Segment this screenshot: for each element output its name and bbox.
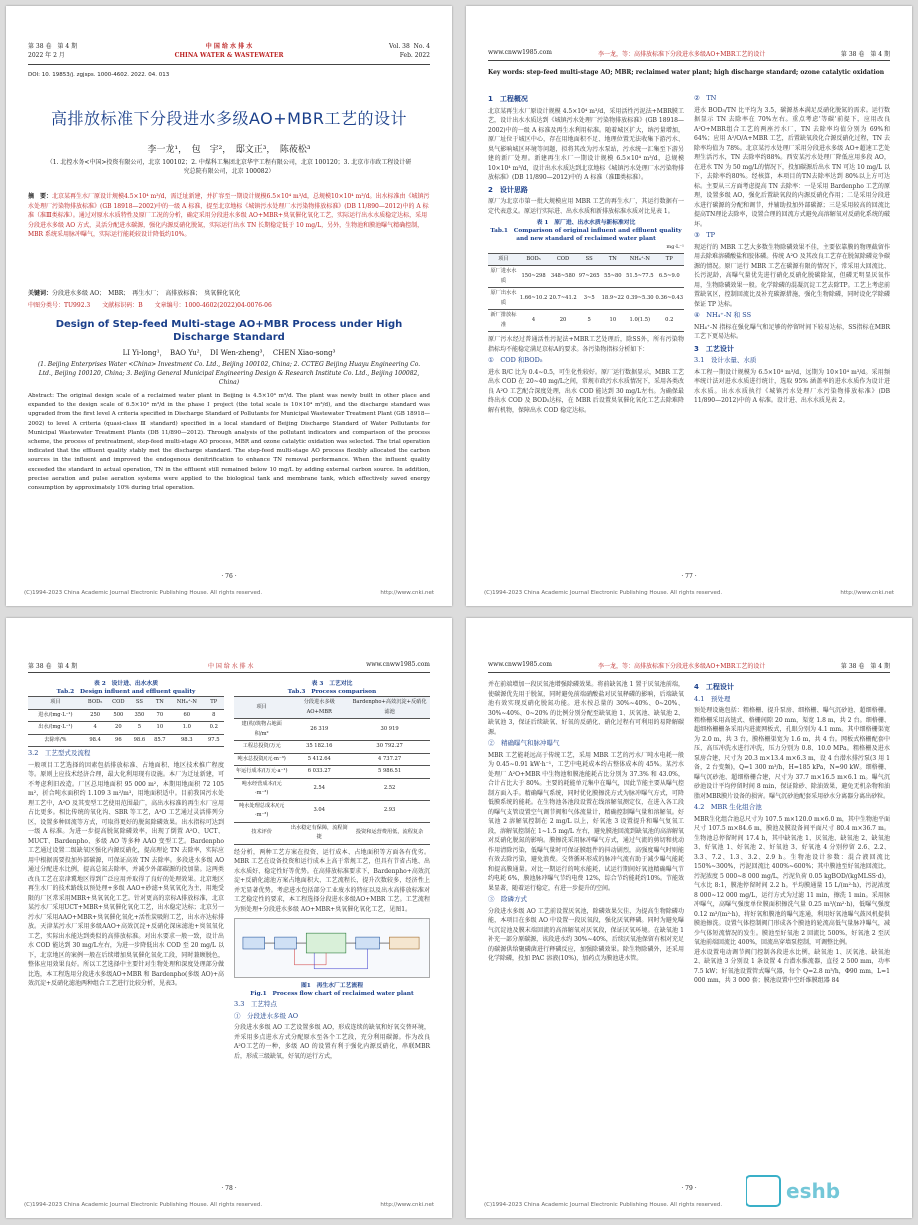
table-cell: 0.2: [655, 310, 684, 332]
table-row: [28, 722, 224, 735]
table-row: [234, 741, 430, 754]
article-title: 高排放标准下分段进水多级AO+MBR工艺的设计: [50, 109, 408, 128]
subsection-heading: ④ NH₄⁺-N 和 SS: [694, 311, 752, 319]
abstract-text: 北京某再生水厂原设计规模4.5×10⁴ m³/d，需迁址新建，并扩容至一期设计规模6.5×10⁴ m³/d，总规模10×10⁴ m³/d。出水标准由《城镇污水处理厂污染物排放标准》(GB 18918—2002)中的一级 A 标准，提至北京地标《城镇污水处理厂水污染物排放标准》(DB 11/890—2012)中的 A 标准（准Ⅲ类标准）。通过对原水水质特性及原厂工况的分析，确定采用分段进水多级 AO+MBR+臭氧催化氧化工艺，实际运行出水水质稳定达标，采用分段进水多级 AO 方式，灵活分配进水碳源，强化内源反硝化脱氮，实际运行出水 TN 长期稳定低于 10 mg/L，另外，生物池和膜池曝气精确控制，MBR 系统采用脉冲曝气，实际运行能耗较设计降低约10%。: [28, 193, 430, 239]
table-cell: 3~5: [578, 288, 601, 310]
table-cell: 新厂排放标准: [488, 310, 519, 332]
section-heading: 3 工艺设计: [694, 344, 734, 353]
header-left: 第 38 卷 第 4 期 2022 年 2 月: [28, 43, 78, 59]
column-right: [694, 680, 890, 986]
table-header-cell: COD: [108, 697, 130, 710]
table-cell: 10: [150, 722, 170, 735]
table-row: [488, 266, 684, 288]
table-cell: 4: [83, 722, 108, 735]
table-row: [234, 753, 430, 766]
subsection-heading: ② TN: [694, 94, 717, 102]
page-number: · 79 ·: [681, 1185, 697, 1192]
table-cell: 10: [601, 310, 626, 332]
paragraph: 原厂为北京市第一批大规模应用 MBR 工艺的再生水厂，其运行数据有一定代表意义。原运行实际进、出水水质和新排放标准水质对比见表 1。: [488, 198, 684, 215]
table-row: [28, 734, 224, 747]
page-header: [28, 658, 430, 673]
table-header-cell: TN: [150, 697, 170, 710]
column-right: [234, 680, 430, 1061]
table-cell: 20: [108, 722, 130, 735]
page-78: [6, 618, 452, 1218]
table-header-cell: SS: [129, 697, 149, 710]
table-cell: 投资和运营费用低，流程复杂: [349, 822, 430, 844]
table-cell: 30 792.27: [349, 741, 430, 754]
table-row: [488, 288, 684, 310]
subsection-heading: ③ TP: [694, 231, 716, 239]
cnki-link[interactable]: http://www.cnki.net: [380, 590, 434, 596]
column-left: [488, 680, 684, 964]
header-running-title: 李一龙，等：高排放标准下分段进水多级AO+MBR工艺的设计: [598, 663, 766, 670]
keywords-en: Key words: step-feed multi-stage AO; MBR; reclaimed water plant; high discharge standard; ozone catalytic oxidation: [488, 69, 885, 76]
subsection-heading: ③ 除磷方式: [488, 895, 527, 903]
paragraph: 经分析，两种工艺方案在投资、运行成本、占地面积等方面各有优劣。MBR 工艺在设备投资和运行成本上高于常规工艺，但具有节省占地、出水水质好、稳定性好等优势。在高排放标准要求下，Bardenpho+高效沉淀+反硝化滤池方案占地面积大、工艺流程长，提升次数较多，经济性上并无显著优势。考虑进水包括部分工业废水的特征以及出水高排放标准对工艺稳定性的要求，本工程选择分段进水多级AO+MBR 工艺。工艺流程为预处理+分段进水多级 AO+MBR+臭氧催化氧化工艺，见图1。: [234, 848, 430, 913]
cnki-link[interactable]: http://www.cnki.net: [840, 590, 894, 596]
table-cell: 技术评价: [234, 822, 289, 844]
table-cell: 原厂出水水质: [488, 288, 519, 310]
table-cell: 0.36~0.43: [655, 288, 684, 310]
subsection-heading: 3.3 工艺特点: [234, 1000, 277, 1008]
paragraph: NH₄⁺-N 指标在强化曝气和足够的停留时间下较易达标，SS指标在MBR工艺下更易达标。: [694, 323, 890, 340]
table-cell: 35 182.16: [289, 741, 349, 754]
table-cell: 98.3: [170, 734, 203, 747]
table-cell: 进水/(mg·L⁻¹): [28, 709, 83, 722]
table-cell: 97.5: [204, 734, 225, 747]
table-header-cell: TP: [204, 697, 225, 710]
page-76: [6, 6, 452, 606]
table-cell: 4 737.27: [349, 753, 430, 766]
table-row: [28, 709, 224, 722]
table-cell: 5: [129, 722, 149, 735]
paragraph: 本工程一期设计规模为 6.5×10⁴ m³/d，远期为 10×10⁴ m³/d。采用频率统计法对进水水质进行统计，选取 95% 涵盖率的进水水质作为设计进水水质。出水水质执行《城镇污水处理厂水污染物排放标准》(DB 11/890—2012)中的 A 标准。设计进、出水水质见表 2。: [694, 368, 890, 404]
column-left: [488, 92, 684, 415]
table-cell: 1.0: [170, 722, 203, 735]
page-header: [488, 658, 890, 673]
table-cell: 吨水处理总成本/(元·m⁻³): [234, 800, 289, 822]
header-url: www.cnww1985.com: [366, 661, 430, 668]
column-right: [694, 92, 890, 406]
table-header-cell: TP: [655, 253, 684, 266]
table-header-cell: 项目: [488, 253, 519, 266]
paragraph: 进水设置电动调节阀门控制各段进水比例，缺氧池 1、厌氧池、缺氧池 2、缺氧池 3 分别设 1 条设置 4 台潜水推流器，直径 2 500 mm，功率 7.5 kW；好氧池设置管式曝气器，每个 Q=2.8 m³/h，Φ90 mm，L=1 000 mm，共 3 000 套；膜池设置中空纤维膜组器 84: [694, 948, 890, 984]
subsection-heading: ① 分段进水多级 AO: [234, 1011, 299, 1020]
table-cell: 1.66~10.2: [519, 288, 548, 310]
table-cell: 2.54: [289, 778, 349, 800]
paragraph: 原厂污水经过普通活性污泥法+MBR工艺处理后，除SS外，所有污染物指标均不能稳定满足京标A的要求。各污染物指标分析如下：: [488, 336, 684, 353]
table-row: [234, 766, 430, 779]
page-header: [488, 46, 890, 61]
table-cell: 出水稳定有保障，流程简捷: [289, 822, 349, 844]
table-cell: 250: [83, 709, 108, 722]
table-cell: 30 919: [349, 719, 430, 741]
table-2: [28, 696, 224, 747]
header-url: www.cnww1985.com: [488, 49, 552, 56]
table-row: [488, 310, 684, 332]
table-cell: 吨水总投资/(元·m⁻³): [234, 753, 289, 766]
cnki-link[interactable]: http://www.cnki.net: [380, 1202, 434, 1208]
flow-diagram: [235, 919, 429, 977]
table-cell: 20: [548, 310, 577, 332]
copyright: (C)1994-2023 China Academic Journal Electronic Publishing House. All rights reserved.: [24, 590, 263, 596]
table-cell: 6.5~9.0: [655, 266, 684, 288]
figure-caption: 图1 再生水厂工艺流程 Fig.1 Process flow chart of reclaimed water plant: [250, 983, 414, 997]
page-77: [466, 6, 912, 606]
paragraph: 预处理设施包括：粗格栅、提升泵房、细格栅、曝气沉砂池、超细格栅。粗格栅采用高链式、格栅间隙 20 mm，渠宽 1.8 m，共 2 台。细格栅、超细格栅栅条采用内进流网板式，孔眼分别为 4.1 mm。其中细格栅渠宽为 2.0 m，共 3 台，膜格栅渠宽为 1.6 m，共 4 台。网板式格栅配套中压、高压冲洗水进行冲洗，压力分别为 0.8、10.0 MPa。粗格栅及进水泵房合建，尺寸为 20.3 m×13.4 m×6.3 m，设 4 台潜水排污泵(3 用 1 备，2 台变频)，Q=1 300 m³/h，H=185 kPa，N=90 kW。细格栅、曝气沉砂池、超细格栅合建，尺寸为 37.7 m×16.5 m×6.1 m。曝气沉砂池设计平均停留时间 8 min，保证除砂、除油效果，避免无机杂物和油脂对MBR膜片设备的损害。曝气沉砂池配套采用砂水分离器分离出砂粒。: [694, 707, 890, 800]
table-cell: 98.4: [83, 734, 108, 747]
copyright: (C)1994-2023 China Academic Journal Electronic Publishing House. All rights reserved.: [24, 1202, 263, 1208]
table-unit: mg·L⁻¹: [666, 244, 684, 250]
process-flow-figure: [234, 918, 430, 978]
subsection-heading: 4.1 预处理: [694, 694, 731, 703]
header-journal: 中 国 给 水 排 水 CHINA WATER & WASTEWATER: [174, 43, 284, 59]
column-left: [28, 680, 224, 989]
paragraph: 进水 BOD₅/TN 比平均为 3.5，碳源基本满足反硝化脱氮的需求。运行数据显示 TN 去除率在 70%左右。重点考虑'等碳'前提下，应用改良A²O+MBR组合工艺的两座污水厂，TN 去除率均值分别为 69%和 64%；应用 A²/O/A+MBR 工艺，后置缺氧段化合源反硝化过程，TN 去除率均值为 78%。北京某污水处理厂采用分段进水多级 AO+超速工艺处理生活污水，TN 去除率约88%。西安某污水处理厂降低应用多段 AO，在进水 TN 为 50 mg/L的情况下，投加碳源后出水 TN 可达 10 mg/L 以下，去除率约80%。经核算，本项目的TN去除率达到 80%以上方可达标。主要从三方面考虑提高 TN 去除率：一是采用 Bardenpho 工艺的原理，设置多级 AO，强化后置缺氧段的内源反硝化作用；二是采用分段进水进行碳源的分配和调节，并辅助投加外部碳源；三是采用较高的回流比提高TN理论去除率，设置合理的回流方式避免高溶解氧对反硝化系统的破坏。: [694, 106, 891, 228]
table-cell: 2.52: [349, 778, 430, 800]
table-cell: 5 986.51: [349, 766, 430, 779]
subsection-heading: ② 精确曝气和脉冲曝气: [488, 739, 560, 747]
table-cell: 出水/(mg·L⁻¹): [28, 722, 83, 735]
table-header-cell: COD: [548, 253, 577, 266]
table-row: [234, 778, 430, 800]
table-cell: 0.39~5.30: [625, 288, 654, 310]
table-cell: 150~298: [519, 266, 548, 288]
table-header-cell: 项目: [28, 697, 83, 710]
table-cell: 60: [170, 709, 203, 722]
paragraph: 进水 B/C 比为 0.4~0.5，可生化性较好。原厂运行数据显示，MBR 工艺出水 COD 在 20~40 mg/L之间，常规市政污水水质情况下，采用各类改良 A²O 工艺配合深度处理，出水 COD 能达到 30 mg/L左右。为确保最终出水 COD 及 BOD₅达标，在 MBR 后设置臭氧催化氧化工艺去除难降解有机物，保障出水 COD 稳定达标。: [488, 368, 684, 414]
page-number: · 77 ·: [681, 573, 697, 580]
table-caption: 表 1 原厂进、出水水质与新标准对比 Tab.1 Comparison of original influent and effluent quality and new standard of reclaimed water plant: [490, 220, 682, 242]
table-cell: 5 412.64: [289, 753, 349, 766]
table-cell: 500: [108, 709, 130, 722]
section-heading: 2 设计思路: [488, 185, 528, 194]
table-cell: 70: [150, 709, 170, 722]
table-cell: 6 033.27: [289, 766, 349, 779]
table-cell: 8: [204, 709, 225, 722]
paragraph: 分段进水多级 AO 工艺设置多级 AO，形成连续的缺氧和好氧交替环境，并采用多点进水方式分配原水至各个工艺段，充分利用碳源。作为改良A²O工艺的一种，多级 AO 的设置有利于强化内源反硝化，串联MBR 后，形成三级缺氧，好氧的运行方式，: [234, 1024, 430, 1060]
classification: 中图分类号：TU992.3 文献标识码：B 文章编号：1000-4602(2022)04-0076-06: [28, 302, 272, 309]
paragraph: 分段进水多级 AO 工艺前设置厌氧池，除磷效果欠佳，为提高生物除磷功能，本项目在多级 AO 中设置一段厌氧段，强化厌氧释磷。同时为避免曝气沉淀池及膜末端回流的高溶解氧对厌氧段，保证厌氧环境。在缺氧池 1 补充一部分原碳源，该段进水约 30%~40%，后续厌氧池保留有相对充足的碳源供给聚磷菌进行释磷反应，加强除磷效果。除生物除磷外，还采用化学除磷，投加 PAC 溶液(10%)，加药点为膜池进水管。: [488, 907, 684, 962]
section-heading: 1 工程概况: [488, 95, 528, 103]
section-heading: 4 工程设计: [694, 683, 734, 691]
header-right: Vol. 38 No. 4 Feb. 2022: [389, 43, 430, 59]
table-cell: 0.2: [204, 722, 225, 735]
table-cell: 4: [519, 310, 548, 332]
header-url: www.cnww1985.com: [488, 661, 552, 668]
header-running-title: 李一龙，等：高排放标准下分段进水多级AO+MBR工艺的设计: [598, 51, 766, 58]
paragraph: MBR 工艺能耗远高于传统工艺，采用 MBR 工艺的污水厂吨水电耗一般为 0.45~0.91 kW·h⁻¹，工艺中电耗成本约占整体成本的 45%。某污水处理厂 A²O+MBR 中生物池和膜池能耗占比分别为 37.3% 和 43.0%，合计占比大于 80%。主要的耗能单元集中在曝气，因此节能主要从曝气控制方面入手。精确曝气系统，同时优化膜擦洗方式为脉冲曝气方式，可降低膜系统的能耗。在生物池各池段设置在线溶解氧测定仪，在进入各工段的曝气支管设置空气调节阀和气体流量计，精确控制曝气量和溶解氧。好氧池 2 溶解氧控制在 2 mg/L 以上，好氧池 3 设置提升和曝气复氧工段，溶解氧控制在 1~1.5 mg/L 左右，避免膜池回流到缺氧池的高溶解氧对反硝化脱氮的影响。膜擦洗采用脉冲曝气方式，通过气流的剪切和扰动作用清除污染，低曝气量时可保证膜组件的抖动剧烈，高强度曝气时则能有效去除污染，避免浪费。交替循环形成的脉冲气流有助于减少曝气能耗和提高膜通量。对比一期运行的吨水能耗，试运行期间好氧池精确曝气节约电耗 6%，膜池脉冲曝气节约电费 12%，综合节约能耗约10%。节能效果显著，随着运行稳定，有进一步提升的空间。: [488, 751, 685, 892]
page-number: · 78 ·: [221, 1185, 237, 1192]
table-header-cell: TN: [601, 253, 626, 266]
table-cell: 51.5~77.5: [625, 266, 654, 288]
table-cell: 工程总投资/万元: [234, 741, 289, 754]
table-cell: 18.9~22: [601, 288, 626, 310]
doi: DOI: 10. 19853/j. zgjsps. 1000-4602. 2022. 04. 013: [28, 72, 170, 78]
table-cell: 建(构)筑物占地面积/m²: [234, 719, 289, 741]
table-row: [234, 719, 430, 741]
table-header-cell: BOD₅: [83, 697, 108, 710]
table-1: [488, 253, 684, 333]
table-3: [234, 696, 430, 845]
table-header-cell: NH₄⁺-N: [625, 253, 654, 266]
table-cell: 原厂进水水质: [488, 266, 519, 288]
affiliations-en: (1. Beijing Enterprises Water <China> Investment Co. Ltd., Beijing 100102, China; 2. CCTEG Beijing Huayu Engineering Co. Ltd., Beijing 100120, China; 3. Beijing General Municipal Engineering Design & Research Institute Co. Ltd., Beijing 100082, China): [37, 361, 421, 386]
authors: 李一龙¹， 包 宇²， 邸文正³， 陈莜松³: [147, 145, 311, 155]
site-watermark-logo: [746, 1172, 906, 1212]
table-cell: 55~80: [601, 266, 626, 288]
copyright: (C)1994-2023 China Academic Journal Electronic Publishing House. All rights reserved.: [484, 590, 723, 596]
table-header-cell: 项目: [234, 697, 289, 719]
table-cell: 97~265: [578, 266, 601, 288]
page-number: · 76 ·: [221, 573, 237, 580]
svg-text:eshb: eshb: [786, 1179, 841, 1203]
table-cell: 5: [578, 310, 601, 332]
header-volume: 第 38 卷 第 4 期: [840, 51, 890, 58]
paragraph: 北京某再生水厂原设计规模 4.5×10⁴ m³/d，采用活性污泥法+MBR膜工艺，设计出水水质达到《城镇污水处理厂污染物排放标准》(GB 18918—2002)中的一级 A 标准及再生水利用标准。随着城区扩大，纳污量增加，原厂址位于城区中心，存在用地面积不足、地理位置无法收集下游污水、臭气影响城区环境等问题，拟将其改为污水泵站，污水统一汇集至下游另建的新厂处理。新建再生水厂一期设计规模 6.5×10⁴ m³/d，总规模 10×10⁴ m³/d，设计出水水质达到北京地标《城镇污水处理厂水污染物排放标准》(DB 11/890—2012)中的 A 标准（准Ⅲ类标准）。: [488, 107, 684, 181]
page-header: [28, 38, 430, 65]
table-cell: 吨水经营成本/(元·m⁻³): [234, 778, 289, 800]
table-cell: 26 319: [289, 719, 349, 741]
table-caption: 表 2 设计进、出水水质 Tab.2 Design influent and effluent quality: [56, 681, 196, 695]
subsection-heading: 3.2 工艺型式及流程: [28, 749, 91, 757]
authors-en: LI Yi-long¹， BAO Yu²， DI Wen-zheng³， CHEN Xiao-song³: [122, 349, 336, 357]
table-header-cell: Bardenpho+高效沉淀+反硝化滤池: [349, 697, 430, 719]
table-header-cell: 分段进水多级 AO+MBR: [289, 697, 349, 719]
table-header-cell: NH₄⁺-N: [170, 697, 203, 710]
subsection-heading: 3.1 设计水量、水质: [694, 356, 757, 364]
table-row: [234, 800, 430, 822]
paragraph: 一般项目工艺选择的因素包括排放标准、占地面积、地区技术推广程度等。原则上应技术经济合理，最大化利用现有设施。本厂为迁址新建，可不考虑利旧改造。厂区总用地面积 95 000 m²，本期用地面积 72 105 m²，折合吨水面积约 1.109 3 m²/m³，用地面积适中。目前我国污水处理工艺中，A²O 及其变型工艺使用范围最广，高出水标准的再生水厂应用占比更多。相比传统的氧化沟、SBR 等工艺，A²O 工艺通过灵活排列分区，设置多种回流等方式，可取得更好的脱氮除磷效果。出水指标可达到一级 A 标准。为进一步提高脱氮除磷效率，出现了倒置 A²O、UCT、MUCT、Bardenpho、多级 AO 等多种 AAO 变型工艺。Bardenpho 工艺通过设置二级缺氧区强化内源反硝化，提高理论 TN 去除率，实际应用中根据需要投加外部碳源，可保证高效 TN 去除率。多段进水多级 AO通过分配进水比例，提高总氮去除率，并减少外部碳源的投加量。这两类改良工艺在京津冀地区得到广泛应用并取得了良好的处理效果。北京地区再生水厂的技术路线以预处理+多级 AAO+砂滤+臭氧氧化为主，用地受限的厂区常采用MBR+臭氧氧化工艺。针对更高的京标A排放标准，北京某污水厂采用UCT+MBR+臭氧催化氧化工艺，出水稳定达标；北京另一污水厂采用AAO+MBR+臭氧催化氧化+活性炭吸附工艺，出水亦达标排放。天津某污水厂采用多级AAO+高效沉淀+反硝化深床滤池+臭氧氧化工艺，实际出水能达到类似的高排放标准。对出水要求一般一致，设计出水 COD 能达到 30 mg/L左右，为进一步降低出水 COD 至 20 mg/L 以下，北京地区的案例一般在后续增加臭氧催化氧化工段，同时兼顾脱色，整体应用效果良好。所以工艺选择中主要针对生物处理和深度处理部分做比选，本工程选用分段进水多级AO+MBR 和 Bardenpho(多级 AO)+高效沉淀+反硝化滤池两种组合工艺进行比较分析，见表3。: [28, 761, 224, 987]
table-cell: 350: [129, 709, 149, 722]
keywords-cn: [28, 288, 430, 297]
paragraph: 现运行的 MBR 工艺大多数生物除磷效果不佳，主要依靠膜的物理截留作用去除难溶磷酸盐和胶体磷。传统 A²O 及其改良工艺存在脱氮除磷竞争碳源的情况。原厂运行 MBR 工艺在碳源有限的情况下，常采用大回流比、长污泥龄，高曝气量优先进行硝化反硝化脱碳除氮，但磷无明显厌氧作用，生物除磷效果一般。化学除磷的混凝沉淀工艺去除TP。工艺上考虑前置缺氧区，控制回流比及补充碳源措施，强化生物除磷，同时设化学除磷保证 TP 达标。: [694, 243, 890, 308]
keywords-label: 关键词：: [28, 290, 53, 297]
paragraph: MBR生化组合池总尺寸为 107.5 m×120.0 m×6.0 m，其中生物池平面尺寸 107.5 m×84.6 m，膜池及膜设备间平面尺寸 80.4 m×36.7 m。生物池总停留时间 17.4 h，其中缺氧池 1、厌氧池、缺氧池 2、缺氧池 3、好氧池 1、好氧池 2、好氧池 3、好氧池 4 分别停留 2.6、2.2、3.3、7.2、1.3、3.2、2.9 h。生物池设计参数：混合液回流比 150%~300%，污泥回流比 400%~600%；其中膜池至好氧池回流比，污泥浓度 5 000~8 000 mg/L，污泥负荷 0.05 kgBOD/(kgMLSS·d)，气水比 8:1，膜池停留时间 2.2 h。平均膜通量 15 L/(m²·h)，污泥浓度 8 000~12 000 mg/L，运行方式为过滤 11 min，擦洗 1 min。采用脉冲曝气，高曝气强度单位膜面积擦洗气量 0.25 m³/(m²·h)，低曝气强度 0.12 m³/(m²·h)，将好氧和膜池的曝气连通，利用好氧池曝气鼓风机提供膜池擦洗。设置气体控制阀门形成各个膜池的轮流高低气量脉冲曝气，减少气体短流情况的发生。膜池至好氧池 2 回流比 500%，好氧池 2 至厌氧池前端回流比 400%，回流出穿墙泵控制，可调整比例。: [694, 815, 890, 946]
header-volume: 第 38 卷 第 4 期: [28, 663, 78, 670]
abstract-en: Abstract: The original design scale of a reclaimed water plant in Beijing is 4.5×10⁴ m³/d. The plant was newly built in other place and expanded to the design scale of 6.5×10⁴ m³/d in the phase Ⅰ project (the total scale is 10×10⁴ m³/d), and the discharge standard was upgraded from the first level A criteria specified in Discharge Standard of Pollutants for Municipal Wastewater Treatment Plant (GB 18918—2002) to level A criteria (quasi-class Ⅲ standard) specified in a local standard of Beijing Discharge Standard of Water Pollutants for Municipal Wastewater Treatment Plants (DB 11/890—2012). Through analysis of the pollutant indicators and comparison of the process scheme, the process of pretreatment, step-feed multi-stage AO process, MBR and ozone catalytic oxidation was selected. The trial operation indicated that the effluent quality stably met the discharge standard. The step-feed multi-stage AO process flexibly allocated the carbon sources in the influent and improved the endogenous denitrification to enhance TN removal performance. When the influent quality exceeded the standard in actual operation, TN in the effluent still remained below 10 mg/L by adding external carbon source. In addition, precise aeration and pulse aeration systems were applied to the biological tank and membrane tank, which effectively saved energy consumption by approximately 10% during trial operation.: [28, 393, 430, 492]
header-journal: 中 国 给 水 排 水: [208, 663, 254, 670]
table-caption: 表 3 工艺对比 Tab.3 Process comparison: [287, 681, 377, 695]
affiliations: （1. 北控水务<中国>投资有限公司，北京 100102；2. 中煤科工集团北京华宇工程有限公司，北京 100120；3. 北京市市政工程设计研究总院有限公司，北京 100082）: [46, 159, 412, 175]
table-cell: 2.93: [349, 800, 430, 822]
table-cell: 1.0(1.5): [625, 310, 654, 332]
table-header-cell: BOD₅: [519, 253, 548, 266]
subsection-heading: ① COD 和BOD₅: [488, 356, 543, 364]
abstract-label: 摘 要：: [28, 193, 53, 200]
table-cell: 20.7~41.2: [548, 288, 577, 310]
header-volume: 第 38 卷 第 4 期: [840, 663, 890, 670]
keywords-text: 分段进水多级 AO； MBR； 再生水厂； 高排放标准； 臭氧催化氧化: [52, 290, 241, 297]
copyright: (C)1994-2023 China Academic Journal Electronic Publishing House. All rights reserved.: [484, 1202, 723, 1208]
table-cell: 98.6: [129, 734, 149, 747]
paragraph: 并在前端增加一段厌氧池增强除磷效果。将前缺氧池 1 置于厌氧池前端，使碳源优先用于脱氮，同时避免前端硝酸盐对厌氧释磷的影响，后端缺氧池有效实现反硝化脱氮功能。进水按总量的 30%~40%、0~20%、30%~40%、0~20% 的比例分别分配至缺氧池 1、厌氧池、缺氧池 2、缺氧池 3，保证后续缺氧、好氧的反硝化、硝化过程有可利用的易降解碳源。: [488, 681, 684, 736]
table-header-cell: SS: [578, 253, 601, 266]
page-79: [466, 618, 912, 1218]
table-cell: 3.04: [289, 800, 349, 822]
table-cell: 85.7: [150, 734, 170, 747]
abstract-cn: [28, 192, 430, 240]
title-en: Design of Step-feed Multi-stage AO+MBR Process under High Discharge Standard: [55, 319, 403, 343]
table-cell: 348~580: [548, 266, 577, 288]
subsection-heading: 4.2 MBR 生化组合池: [694, 803, 762, 811]
table-cell: 年运行成本/(万元·a⁻¹): [234, 766, 289, 779]
table-cell: 去除率/%: [28, 734, 83, 747]
table-row: [234, 822, 430, 844]
table-cell: 96: [108, 734, 130, 747]
